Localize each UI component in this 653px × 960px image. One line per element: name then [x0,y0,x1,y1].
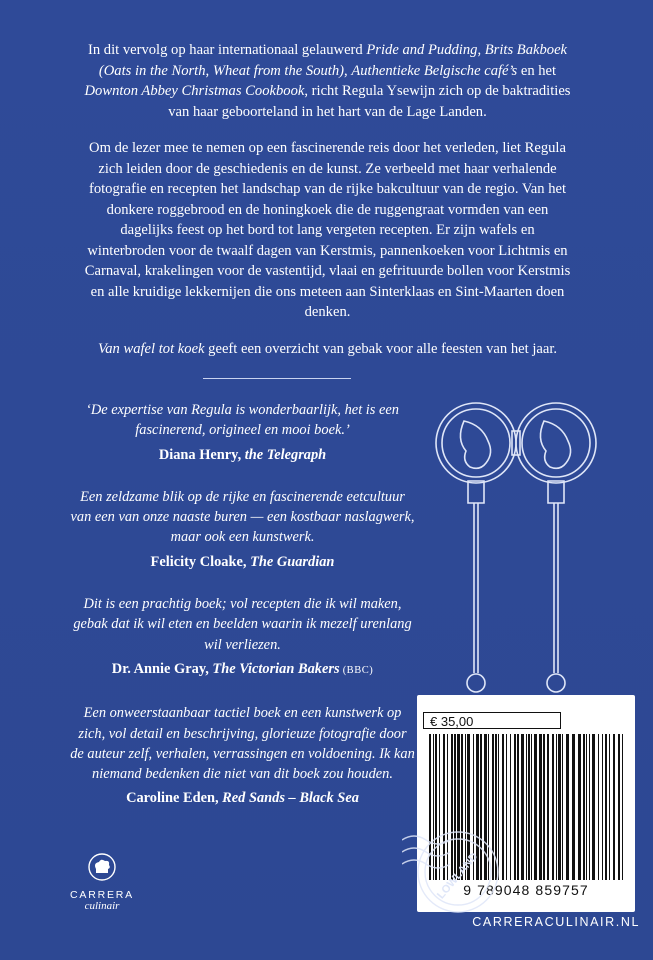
title-reference: Downton Abbey Christmas Cookbook [84,83,305,99]
quote-source: the Telegraph [244,446,327,463]
quote-attribution [70,552,415,572]
barcode-bar [592,734,595,880]
barcode-bar [502,734,504,880]
divider [203,378,351,379]
barcode-bar [543,734,545,880]
review-quote [70,594,415,681]
blurb-text: , [344,62,352,79]
barcode-bar [506,734,507,880]
book-title: Van wafel tot koek [97,340,205,357]
barcode-bar [552,734,554,880]
blurb-paragraph-3 [80,339,575,360]
barcode-bar [562,734,563,880]
barcode-bar [572,734,575,880]
blurb-paragraph-3-rest: geeft een overzicht van gebak voor alle feesten van het jaar. [204,340,558,357]
barcode-bar [566,734,569,880]
quote-text: Een zeldzame blik op de rijke en fascinerende eetcultuur van een van onze naaste buren — een kostbaar naslagwerk, maar ook een kunstwerk. [70,488,415,546]
barcode-bar [534,734,537,880]
publisher-sub: culinair [84,900,120,912]
blurb-text: , richt Regula Ysewijn zich op de baktradities van haar geboorteland in het hart van de Lage Landen. [168,83,571,120]
publisher-name: CARRERA [70,889,134,901]
barcode-bar [528,734,530,880]
quote-text: Dit is een prachtig boek; vol recepten die ik wil maken, gebak dat ik wil eten en beelden waarin ik mezelf urenlang wil verliezen. [73,596,412,653]
barcode-bar [510,734,511,880]
barcode-bar [586,734,587,880]
quote-author: Dr. Annie Gray, [111,660,213,677]
isbn-number: 9 789048 859757 [463,882,589,898]
barcode-bar [602,734,603,880]
title-reference: Brits Bakboek (Oats in the North, Wheat from the South) [98,42,568,79]
postmark-stamp [402,780,502,920]
chef-hat-icon [87,852,117,882]
barcode-bar [609,734,610,880]
blurb-paragraph-1 [80,40,575,122]
quote-source-extra: (BBC) [339,664,374,676]
barcode-bar [514,734,516,880]
barcode-bar [578,734,581,880]
barcode-bar [556,734,557,880]
stamp-text: LOWLAND [435,850,481,902]
quote-attribution [70,659,415,681]
quote-author: Felicity Cloake, [150,553,251,570]
quote-text: ‘De expertise van Regula is wonderbaarlijk, het is een fascinerend, origineel en mooi boek.’ [86,402,399,439]
barcode-bar [605,734,607,880]
quote-source: The Victorian Bakers [212,660,340,677]
barcode-bar [547,734,549,880]
blurb-paragraph-2: Om de lezer mee te nemen op een fascinerende reis door het verleden, liet Regula zich leiden door de geschiedenis en de kunst. Ze verbeeld met haar verhalende fotografie en recepten het landschap van de rijke bakcultuur van de regio. Van het donkere roggebrood en de honingkoek die de ruggengraat vormden van een dagelijks feest op het bord tot lang vergeten recepten. Er zijn wafels en winterbroden voor de twaalf dagen van Kerstmis, pannenkoeken voor Lichtmis en Carnaval, krakelingen voor de vastentijd, vlaai en gefrituurde bollen voor Kerstmis en alle kruidige lekkernijen die ons meteen aan Sinterklaas en Sint-Maarten doen denken. [84,140,571,320]
blurb-text: In dit vervolg op haar internationaal gelauwerd [87,42,367,58]
blurb-text: , [477,42,485,58]
barcode-bar [589,734,590,880]
review-quotes [70,400,415,831]
wafer-iron-illustration [428,395,604,695]
quote-author: Caroline Eden, [126,790,223,807]
quote-text: Een onweerstaanbaar tactiel boek en een kunstwerk op zich, vol detail en beschrijving, glorieuze fotografie door de auteur zelf, verhalen, verrassingen en voldoening. Ik kan niemand bedenken die niet van dit boek zou houden. [70,705,415,783]
publisher-logo [62,852,142,922]
barcode-bar [517,734,519,880]
review-quote [70,400,415,465]
title-reference: Authentieke Belgische café’s [351,62,518,79]
price-tag: € 35,00 [423,712,561,729]
barcode-bar [613,734,615,880]
barcode-bar [531,734,532,880]
title-reference: Pride and Pudding [366,42,478,58]
review-quote [70,487,415,572]
barcode-bar [598,734,599,880]
blurb-text: en het [517,62,557,79]
quote-attribution [70,445,415,465]
barcode-bar [539,734,542,880]
quote-attribution [70,788,415,808]
book-blurb [80,40,575,375]
review-quote [70,703,415,808]
quote-source: The Guardian [250,553,335,570]
barcode-bar [622,734,623,880]
barcode-bar [618,734,620,880]
website-url: CARRERACULINAIR.NL [472,915,640,929]
quote-source: Red Sands – Black Sea [222,790,359,807]
barcode-bar [526,734,527,880]
barcode-bar [521,734,524,880]
barcode-bar [558,734,561,880]
barcode-bar [583,734,585,880]
quote-author: Diana Henry, [158,446,245,463]
